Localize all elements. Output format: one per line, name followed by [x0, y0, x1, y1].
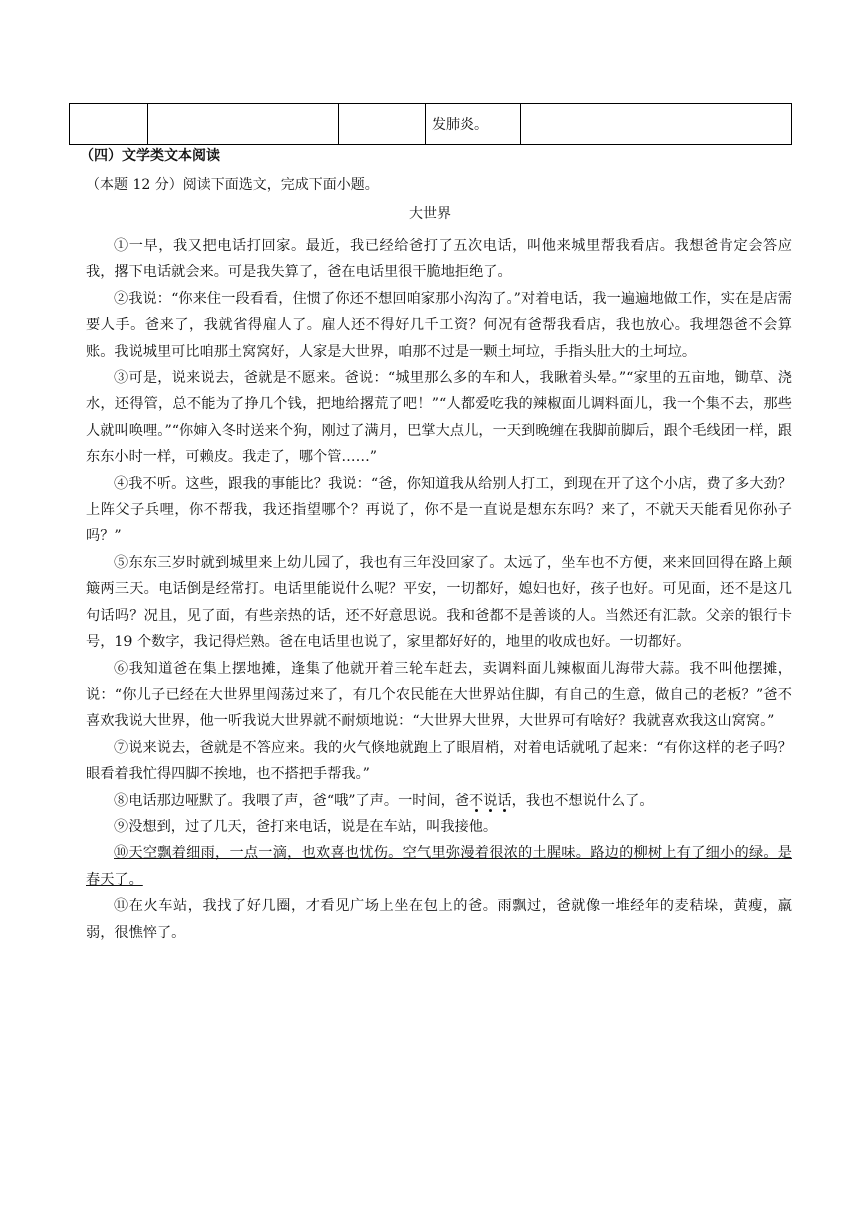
- dotted-char: 说: [483, 792, 498, 809]
- table-row: [70, 104, 792, 145]
- table-cell: [70, 104, 148, 145]
- passage-title: 大世界: [409, 206, 451, 222]
- underlined-sentence: ⑩天空飘着细雨，一点一滴，也欢喜也忧伤。空气里弥漫着很浓的土腥味。路边的柳树上有了细小的绿。是春天了。: [86, 845, 792, 888]
- table-cell: [339, 104, 426, 145]
- paragraph-11: ⑪在火车站，我找了好几圈，才看见广场上坐在包上的爸。雨飘过，爸就像一堆经年的麦秸垛，黄瘦，羸弱，很憔悴了。: [86, 898, 792, 941]
- paragraph-10: [86, 840, 792, 893]
- paragraph-9: ⑨没想到，过了几天，爸打来电话，说是在车站，叫我接他。: [114, 818, 498, 835]
- paragraph-8: [86, 788, 792, 814]
- paragraph-8-lead: ⑧电话那边哑默了。我喂了声，爸“哦”了声。一时间，爸: [114, 792, 470, 809]
- paragraph-2: ②我说：“你来住一段看看，住惯了你还不想回咱家那小沟沟了。”对着电话，我一遍遍地做工作，实在是店需要人手。爸来了，我就省得雇人了。雇人还不得好几千工资？何况有爸帮我看店，我也放心。我埋怨爸不会算账。我说城里可比咱那土窝窝好，人家是大世界，咱那不过是一颗土坷垃，手指头肚大的土坷垃。: [86, 290, 792, 360]
- paragraph-6: ⑥我知道爸在集上摆地摊，逢集了他就开着三轮车赶去，卖调料面儿辣椒面儿海带大蒜。我不叫他摆摊，说：“你儿子已经在大世界里闯荡过来了，有几个农民能在大世界站住脚，有自己的生意，做自己的老板？”爸不喜欢我说大世界，他一听我说大世界就不耐烦地说：“大世界大世界，大世界可有啥好？我就喜欢我这山窝窝。”: [86, 660, 792, 730]
- paragraph-4: ④我不听。这些，跟我的事能比？我说：“爸，你知道我从给别人打工，到现在开了这个小店，费了多大劲？上阵父子兵哩，你不帮我，我还指望哪个？再说了，你不是一直说是想东东吗？来了，不就天天能看见你孙子吗？”: [86, 475, 792, 545]
- table-cell: [521, 104, 792, 145]
- paragraph-5: ⑤东东三岁时就到城里来上幼儿园了，我也有三年没回家了。太远了，坐车也不方便，来来回回得在路上颠簸两三天。电话倒是经常打。电话里能说什么呢？平安，一切都好，媳妇也好，孩子也好。可见面，还不是这几句话吗？况且，见了面，有些亲热的话，还不好意思说。我和爸都不是善谈的人。当然还有汇款。父亲的银行卡号，19 个数字，我记得烂熟。爸在电话里也说了，家里都好好的，地里的收成也好。一切都好。: [86, 554, 792, 651]
- table-cell: [148, 104, 339, 145]
- dotted-char: 不: [469, 792, 484, 809]
- table-cell: 发肺炎。: [426, 104, 521, 145]
- instruction-text: （本题 12 分）阅读下面选文，完成下面小题。: [86, 177, 379, 193]
- paragraph-1: ①一早，我又把电话打回家。最近，我已经给爸打了五次电话，叫他来城里帮我看店。我想爸肯定会答应我，撂下电话就会来。可是我失算了，爸在电话里很干脆地拒绝了。: [86, 238, 792, 281]
- dotted-char: 话: [497, 792, 512, 809]
- dotted-phrase: [469, 793, 512, 809]
- paragraph-7: ⑦说来说去，爸就是不答应来。我的火气倏地就跑上了眼眉梢，对着电话就吼了起来：“有你这样的老子吗？眼看着我忙得四脚不挨地，也不搭把手帮我。”: [86, 739, 792, 783]
- paragraph-3: ③可是，说来说去，爸就是不愿来。爸说：“城里那么多的车和人，我瞅着头晕。”“家里的五亩地，锄草、浇水，还得管，总不能为了挣几个钱，把地给撂荒了吧！”“人都爱吃我的辣椒面儿调料面儿，我一个集不去，那些人就叫唤哩。”“你婶入冬时送来个狗，刚过了满月，巴掌大点儿，一天到晚缠在我脚前脚后，跟个毛线团一样，跟东东小时一样，可赖皮。我走了，哪个管……”: [86, 370, 792, 466]
- paragraph-8-tail: ，我也不想说什么了。: [511, 792, 654, 809]
- answer-table: [69, 103, 792, 145]
- passage-body: [86, 233, 792, 946]
- section-heading: （四）文学类文本阅读: [80, 148, 220, 164]
